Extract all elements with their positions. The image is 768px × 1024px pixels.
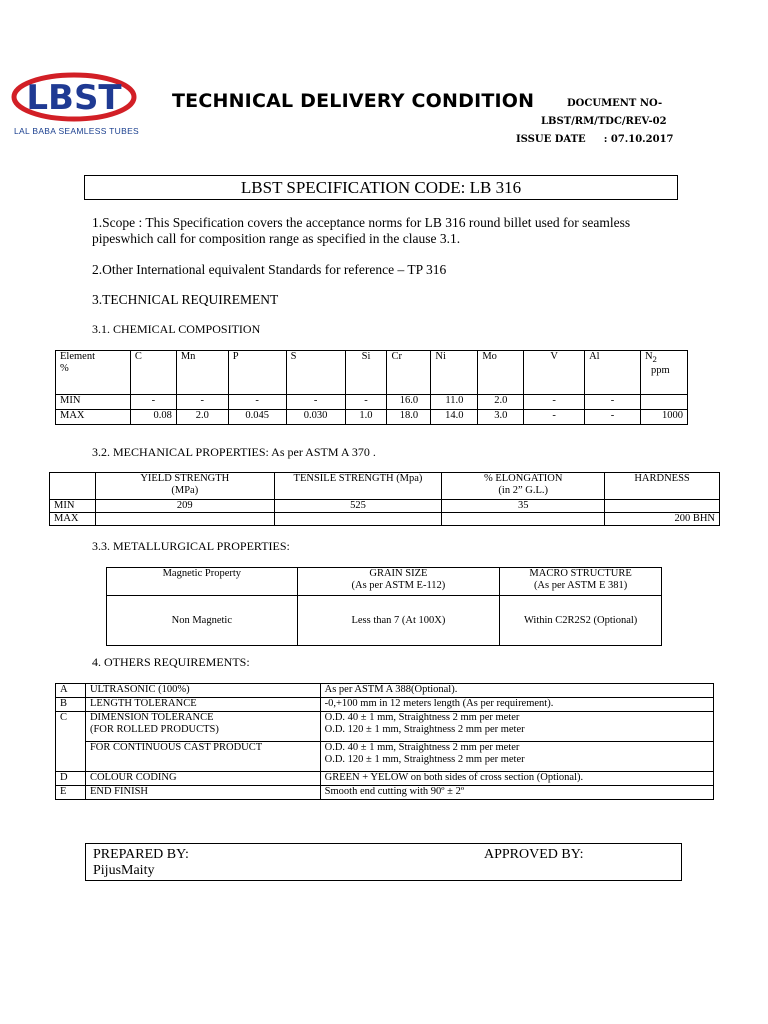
row-c-value-line1: O.D. 40 ± 1 mm, Straightness 2 mm per meter xyxy=(324,712,520,723)
element-V: V xyxy=(524,351,585,395)
row-c-cast-value xyxy=(320,742,713,772)
max-yield xyxy=(95,513,274,526)
mechanical-header-row xyxy=(50,473,720,500)
macro-value: Within C2R2S2 (Optional) xyxy=(500,596,662,646)
max-elongation xyxy=(442,513,605,526)
metallurgical-table xyxy=(106,567,662,646)
row-d-name: COLOUR CODING xyxy=(85,772,320,786)
others-heading: 4. OTHERS REQUIREMENTS: xyxy=(92,655,250,669)
row-a-name: ULTRASONIC (100%) xyxy=(85,684,320,698)
min-C: - xyxy=(130,395,176,410)
max-P: 0.045 xyxy=(228,410,286,425)
macro-label: MACRO STRUCTURE xyxy=(529,568,632,579)
min-label: MIN xyxy=(56,395,131,410)
others-table xyxy=(55,683,714,800)
signature-box xyxy=(85,843,682,881)
mechanical-max-row xyxy=(50,513,720,526)
row-c-name xyxy=(85,712,320,742)
chemical-header-row xyxy=(56,351,688,395)
logo-text: LBST xyxy=(26,78,122,118)
max-S: 0.030 xyxy=(286,410,345,425)
company-logo xyxy=(10,70,138,124)
others-row-e xyxy=(56,786,714,800)
grain-label: GRAIN SIZE xyxy=(369,568,428,579)
elongation-label: % ELONGATION xyxy=(483,473,563,484)
mech-min-label: MIN xyxy=(50,500,96,513)
row-e-key: E xyxy=(56,786,86,800)
element-Al: Al xyxy=(585,351,641,395)
metallurgical-heading: 3.3. METALLURGICAL PROPERTIES: xyxy=(92,539,290,553)
chemical-min-row xyxy=(56,395,688,410)
chemical-max-row xyxy=(56,410,688,425)
tensile-header: TENSILE STRENGTH (Mpa) xyxy=(274,473,442,500)
row-e-name: END FINISH xyxy=(85,786,320,800)
row-c-value-line2: O.D. 120 ± 1 mm, Straightness 2 mm per meter xyxy=(324,724,525,735)
element-Ni: Ni xyxy=(431,351,478,395)
row-c-cast-name: FOR CONTINUOUS CAST PRODUCT xyxy=(85,742,320,772)
grain-value: Less than 7 (At 100X) xyxy=(297,596,500,646)
min-Si: - xyxy=(345,395,387,410)
max-Mn: 2.0 xyxy=(176,410,228,425)
min-P: - xyxy=(228,395,286,410)
n2-unit: ppm xyxy=(650,365,670,377)
row-c-value xyxy=(320,712,713,742)
magnetic-value: Non Magnetic xyxy=(107,596,298,646)
min-Cr: 16.0 xyxy=(387,395,431,410)
issue-date-row xyxy=(516,134,674,145)
mechanical-table xyxy=(49,472,720,526)
min-Ni: 11.0 xyxy=(431,395,478,410)
magnetic-header: Magnetic Property xyxy=(107,568,298,596)
min-Mo: 2.0 xyxy=(478,395,524,410)
min-N2 xyxy=(640,395,687,410)
n2-subscript: 2 xyxy=(652,354,657,365)
mech-max-label: MAX xyxy=(50,513,96,526)
yield-header xyxy=(95,473,274,500)
n2-label: N xyxy=(644,351,653,362)
macro-header xyxy=(500,568,662,596)
min-elongation: 35 xyxy=(442,500,605,513)
max-hardness: 200 BHN xyxy=(605,513,720,526)
row-c-key: C xyxy=(56,712,86,772)
grain-ref: (As per ASTM E-112) xyxy=(351,580,446,591)
max-N2: 1000 xyxy=(640,410,687,425)
element-S: S xyxy=(286,351,345,395)
max-Ni: 14.0 xyxy=(431,410,478,425)
row-d-value: GREEN + YELOW on both sides of cross section (Optional). xyxy=(320,772,713,786)
yield-label: YIELD STRENGTH xyxy=(140,473,230,484)
max-Cr: 18.0 xyxy=(387,410,431,425)
chemical-table xyxy=(55,350,688,425)
row-a-value: As per ASTM A 388(Optional). xyxy=(320,684,713,698)
elongation-header xyxy=(442,473,605,500)
document-no: LBST/RM/TDC/REV-02 xyxy=(541,116,667,127)
mech-empty-header xyxy=(50,473,96,500)
elongation-unit: (in 2” G.L.) xyxy=(498,485,548,496)
spec-code-box: LBST SPECIFICATION CODE: LB 316 xyxy=(84,175,678,200)
max-tensile xyxy=(274,513,442,526)
document-title: TECHNICAL DELIVERY CONDITION xyxy=(172,90,535,112)
tech-requirement-heading: 3.TECHNICAL REQUIREMENT xyxy=(92,292,279,307)
hardness-header: HARDNESS xyxy=(605,473,720,500)
others-row-c-rolled xyxy=(56,712,714,742)
others-row-c-cast xyxy=(56,742,714,772)
chemical-heading: 3.1. CHEMICAL COMPOSITION xyxy=(92,322,261,336)
mechanical-min-row xyxy=(50,500,720,513)
document-no-label: DOCUMENT NO- xyxy=(567,98,663,109)
logo-subtitle: LAL BABA SEAMLESS TUBES xyxy=(14,126,140,136)
element-label: Element xyxy=(60,351,95,362)
max-Si: 1.0 xyxy=(345,410,387,425)
min-tensile: 525 xyxy=(274,500,442,513)
metallurgical-header-row xyxy=(107,568,662,596)
grain-header xyxy=(297,568,500,596)
element-Cr: Cr xyxy=(387,351,431,395)
element-N2 xyxy=(640,351,687,395)
max-C: 0.08 xyxy=(130,410,176,425)
row-a-key: A xyxy=(56,684,86,698)
macro-ref: (As per ASTM E 381) xyxy=(533,580,628,591)
max-V: - xyxy=(524,410,585,425)
min-Mn: - xyxy=(176,395,228,410)
percent-label: % xyxy=(60,363,69,374)
min-yield: 209 xyxy=(95,500,274,513)
yield-unit: (MPa) xyxy=(171,485,199,496)
row-b-name: LENGTH TOLERANCE xyxy=(85,698,320,712)
row-c-name-line1: DIMENSION TOLERANCE xyxy=(89,712,214,723)
min-V: - xyxy=(524,395,585,410)
row-c-cast-line1: O.D. 40 ± 1 mm, Straightness 2 mm per meter xyxy=(324,742,520,753)
element-P: P xyxy=(228,351,286,395)
row-e-value: Smooth end cutting with 90º ± 2º xyxy=(320,786,713,800)
others-row-d xyxy=(56,772,714,786)
row-b-key: B xyxy=(56,698,86,712)
issue-date: : 07.10.2017 xyxy=(603,134,674,145)
max-label: MAX xyxy=(56,410,131,425)
row-c-name-line2: (FOR ROLLED PRODUCTS) xyxy=(89,724,219,735)
max-Mo: 3.0 xyxy=(478,410,524,425)
scope-line-1: 1.Scope : This Specification covers the acceptance norms for LB 316 round billet used for seamless xyxy=(92,215,631,230)
prepared-by-name: PijusMaity xyxy=(93,863,155,878)
row-c-cast-line2: O.D. 120 ± 1 mm, Straightness 2 mm per meter xyxy=(324,754,525,765)
prepared-by-label: PREPARED BY: xyxy=(93,847,189,862)
mechanical-heading: 3.2. MECHANICAL PROPERTIES: As per ASTM A 370 . xyxy=(92,445,376,459)
min-Al: - xyxy=(585,395,641,410)
others-row-a xyxy=(56,684,714,698)
approved-by-label: APPROVED BY: xyxy=(484,847,584,862)
row-b-value: -0,+100 mm in 12 meters length (As per requirement). xyxy=(320,698,713,712)
scope-paragraph xyxy=(92,215,692,247)
metallurgical-value-row xyxy=(107,596,662,646)
others-row-b xyxy=(56,698,714,712)
element-header xyxy=(56,351,131,395)
min-hardness xyxy=(605,500,720,513)
max-Al: - xyxy=(585,410,641,425)
min-S: - xyxy=(286,395,345,410)
element-Mn: Mn xyxy=(176,351,228,395)
standards-paragraph: 2.Other International equivalent Standards for reference – TP 316 xyxy=(92,262,447,277)
scope-line-2: pipeswhich call for composition range as specified in the clause 3.1. xyxy=(92,231,461,246)
element-Si: Si xyxy=(345,351,387,395)
element-Mo: Mo xyxy=(478,351,524,395)
issue-date-label: ISSUE DATE xyxy=(516,134,586,145)
row-d-key: D xyxy=(56,772,86,786)
element-C: C xyxy=(130,351,176,395)
